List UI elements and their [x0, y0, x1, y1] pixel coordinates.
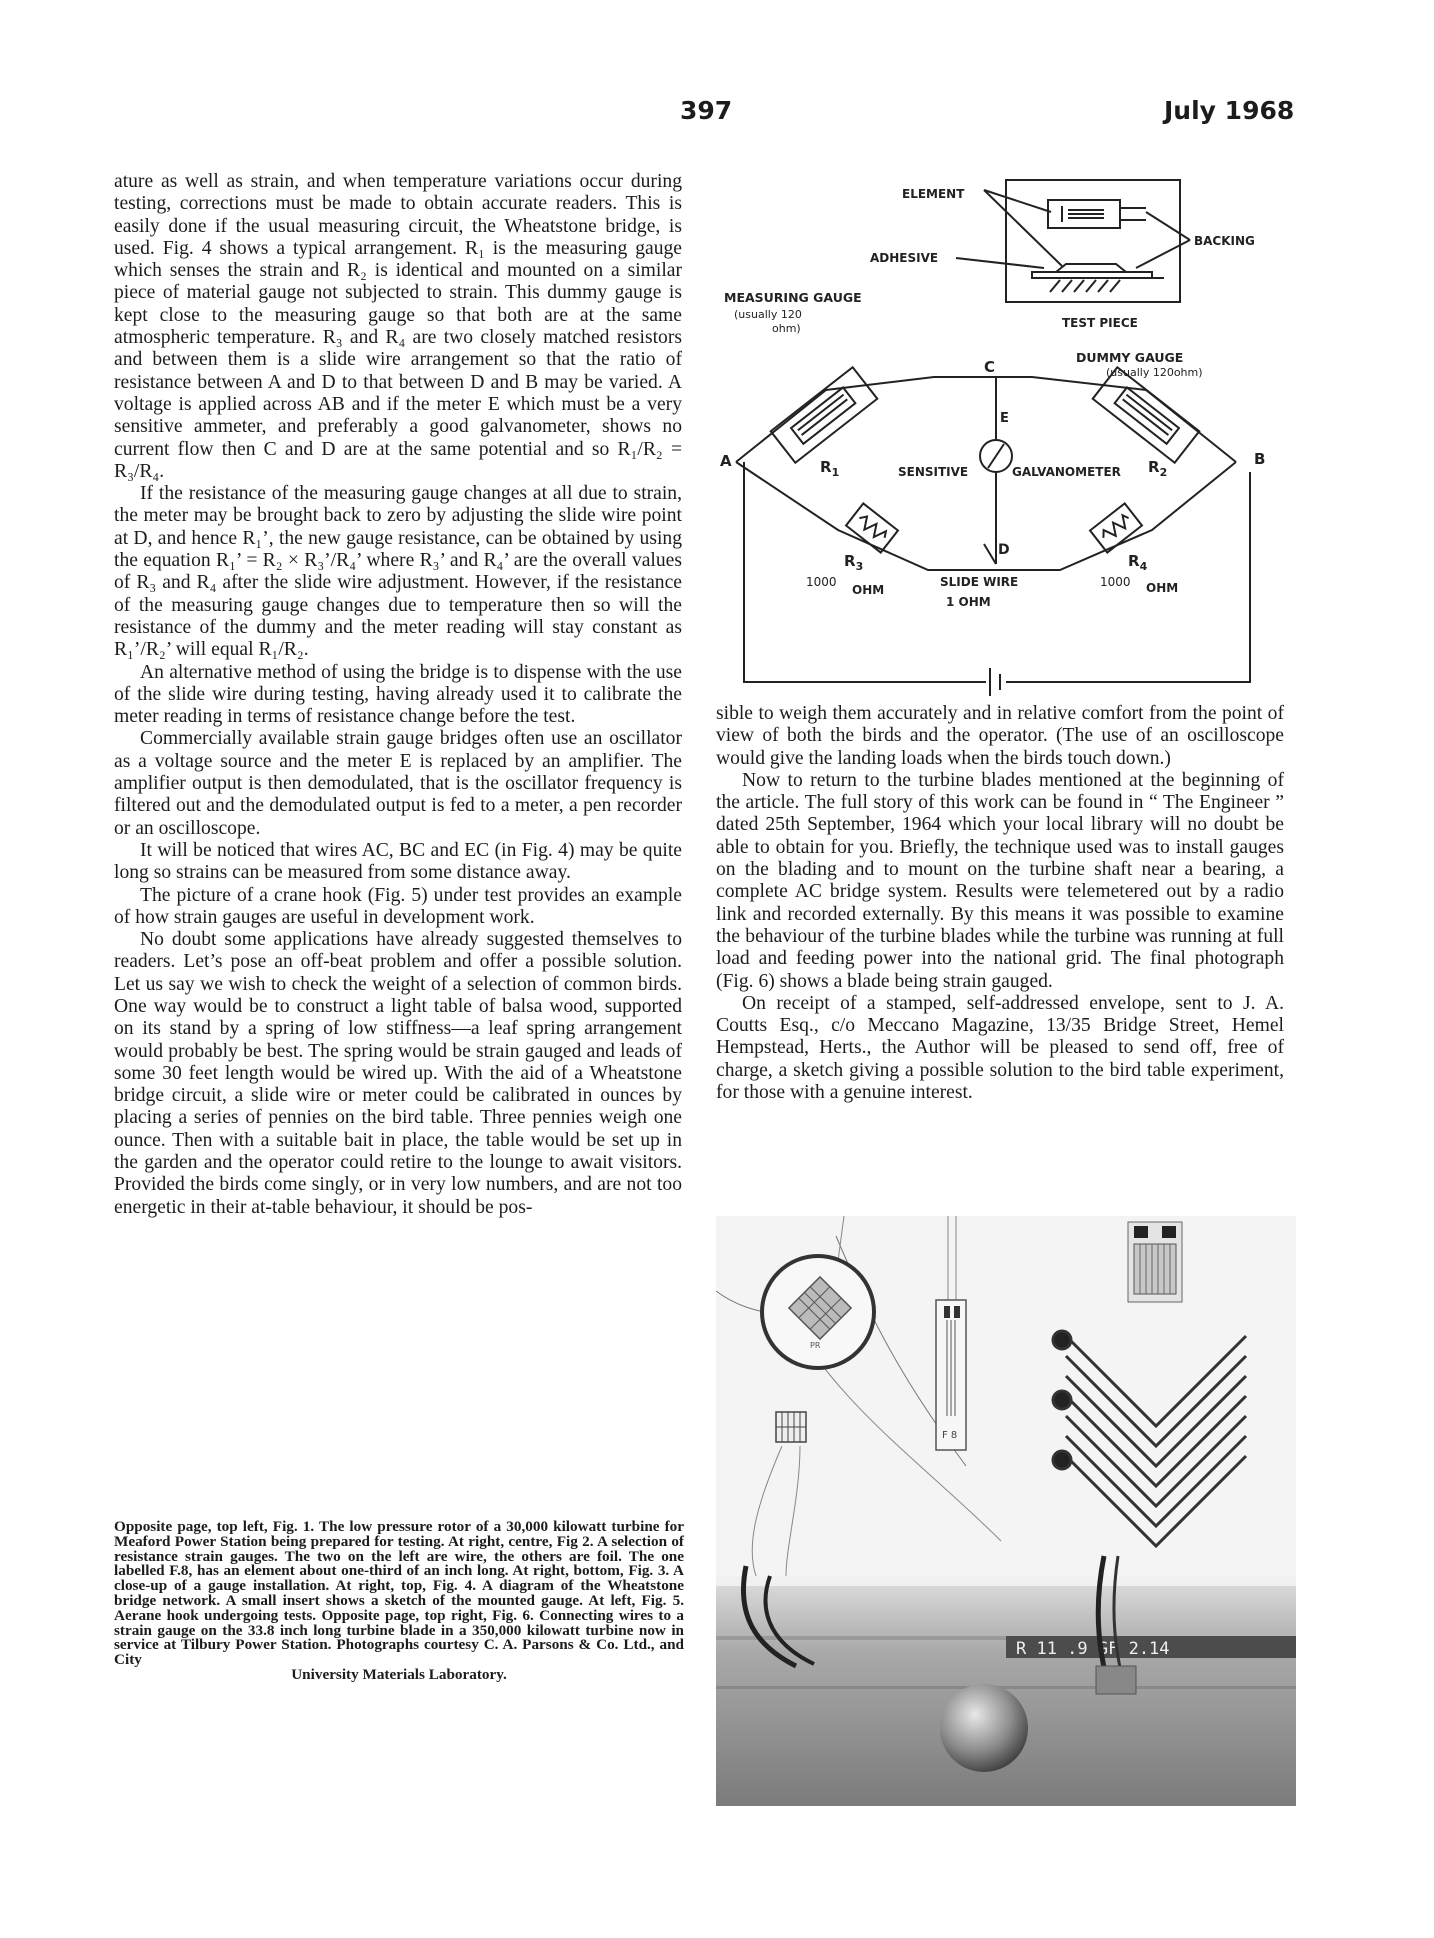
paragraph: An alternative method of using the bridge is to dispense with the use of the slide wire during testing, having already used it to calibrate the meter reading in terms of resistance change before the test.: [114, 661, 682, 728]
bridge-network: [736, 367, 1250, 696]
label-measuring-note-1: (usually 120: [734, 308, 802, 321]
issue-date: July 1968: [1164, 96, 1295, 125]
paragraph: sible to weigh them accurately and in relative comfort from the point of view of both the birds and the operator. (The use of an oscilloscope would give the landing loads when the birds touch down.): [716, 703, 1284, 769]
node-b-label: B: [1254, 450, 1266, 468]
photo-label-pr: PR: [810, 1341, 821, 1350]
paragraph: The picture of a crane hook (Fig. 5) under test provides an example of how strain gauges are useful in development work.: [114, 884, 682, 928]
r2-label: $R_2$: [1148, 458, 1168, 479]
r4-value: 1000: [1100, 575, 1131, 589]
label-dummy-gauge: DUMMY GAUGE: [1076, 350, 1184, 365]
dummy-gauge-r2: [1093, 367, 1200, 463]
r1-label: $R_1$: [820, 458, 840, 479]
label-dummy-note: (usually 120ohm): [1106, 366, 1203, 379]
label-element: ELEMENT: [902, 187, 965, 201]
small-gauge: [776, 1412, 806, 1442]
r4-label: $R_4$: [1128, 552, 1148, 573]
caption-text: Opposite page, top left, Fig. 1. The low pressure rotor of a 30,000 kilowatt turbine for Meaford Power Station being prepared for testing. At right, centre, Fig 2. A selection of resistance strain gauges. The two on the left are wire, the others are foil. The one labelled F.8, has an element about one-third of an inch long. At right, bottom, Fig. 3. A close-up of a gauge installation. At right, top, Fig. 4. A diagram of the Wheatstone bridge network. A small insert shows a sketch of the mounted gauge. At left, Fig. 5. Aerane hook undergoing tests. Opposite page, top right, Fig. 6. Connecting wires to a strain gauge on the 33.8 inch long turbine blade in a 350,000 kilowatt turbine now in service at Tilbury Power Station. Photographs courtesy C. A. Parsons & Co. Ltd., and City: [114, 1518, 684, 1669]
strain-gauge-photo: [716, 1216, 1296, 1806]
resistor-r3: [846, 503, 898, 552]
resistor-r4: [1090, 503, 1142, 552]
paragraph: It will be noticed that wires AC, BC and EC (in Fig. 4) may be quite long so strains can be measured from some distance away.: [114, 839, 682, 884]
gauge-inset: [870, 180, 1255, 330]
wire-gauge-f8: [936, 1300, 966, 1450]
r4-unit: OHM: [1146, 581, 1179, 595]
photo-label-f8: F 8: [942, 1430, 958, 1441]
label-adhesive: ADHESIVE: [870, 251, 939, 265]
label-sensitive: SENSITIVE: [898, 465, 969, 479]
r3-label: $R_3$: [844, 552, 864, 573]
measuring-gauge-r1: [771, 367, 878, 463]
label-backing: BACKING: [1194, 234, 1255, 248]
paragraph: Commercially available strain gauge bridges often use an oscillator as a voltage source and the meter E is replaced by an amplifier. The amplifier output is then demodulated, that is the oscillator frequency is filtered out and the demodulated output is fed to a meter, a pen recorder or an oscilloscope.: [114, 728, 682, 839]
caption-last-line: University Materials Laboratory.: [291, 1665, 507, 1683]
right-column: [716, 703, 1284, 1104]
label-slide-wire: SLIDE WIRE: [940, 575, 1019, 589]
label-test-piece: TEST PIECE: [1062, 316, 1138, 330]
r3-value: 1000: [806, 575, 837, 589]
paragraph: ature as well as strain, and when temperature variations occur during testing, corrections must be made to obtain accurate readers. This is easily done if the usual measuring circuit, the Wheatstone bridge, is used. Fig. 4 shows a typical arrangement. R₁ is the measuring gauge which senses the strain and R₂ is identical and mounted on a similar piece of material gauge not subjected to strain. This dummy gauge is kept close to the measuring gauge so that both are at the same atmospheric temperature. R₃ and R₄ are two closely matched resistors and between them is a slide wire arrangement so that the ratio of resistance between A and D to that between D and B may be varied. A voltage is applied across AB and if the meter E which must be a very sensitive ammeter, and preferably a good galvanometer, shows no current flow then C and D are at the same potential and so R₁/R₂ = R₃/R₄.: [114, 171, 682, 482]
page-number: 397: [680, 96, 733, 125]
wheatstone-bridge-diagram: [716, 172, 1296, 702]
paragraph: Now to return to the turbine blades mentioned at the beginning of the article. The full story of this work can be found in “ The Engineer ” dated 25th September, 1964 which your local library will no doubt be able to obtain for you. Briefly, the technique used was to install gauges on the blading and to mount on the turbine shaft near a bearing, a complete AC bridge system. Results were telemetered out by a radio link and recorded externally. By this means it was possible to examine the behaviour of the turbine blades while the turbine was running at full load and feeding power into the national grid. The final photograph (Fig. 6) shows a blade being strain gauged.: [716, 769, 1284, 992]
r3-unit: OHM: [852, 583, 885, 597]
label-measuring-gauge: MEASURING GAUGE: [724, 290, 862, 305]
label-galvanometer: GALVANOMETER: [1012, 465, 1121, 479]
label-measuring-note-2: ohm): [772, 322, 801, 335]
paragraph: On receipt of a stamped, self-addressed envelope, sent to J. A. Coutts Esq., c/o Meccano Magazine, 13/35 Bridge Street, Hemel Hempstead, Herts., the Author will be pleased to send off, free of charge, a sketch giving a possible solution to the bird table experiment, for those with a genuine interest.: [716, 992, 1284, 1104]
blade-stud: [940, 1684, 1028, 1772]
left-column: [114, 171, 682, 1219]
node-e-label: E: [1000, 411, 1009, 426]
node-d-label: D: [998, 542, 1010, 558]
rosette-gauge: [762, 1256, 874, 1368]
paragraph: No doubt some applications have already suggested themselves to readers. Let’s pose an off-beat problem and offer a possible solution. Let us say we wish to check the weight of a selection of common birds. One way would be to construct a light table of balsa wood, supported on its stand by a spring of low stiffness—a leaf spring arrangement would probably be best. The spring would be strain gauged and leads of some 30 feet length would be wired up. With the aid of a Wheatstone bridge circuit, a slide wire or meter could be calibrated in ounces by placing a series of pennies on the bird table. Three pennies weigh one ounce. Then with a suitable bait in place, the table would be set up in the garden and the operator could retire to the lounge to await visitors. Provided the birds come singly, or in very low numbers, and are not too energetic in their at-table behaviour, it should be pos-: [114, 929, 682, 1218]
node-c-label: C: [984, 358, 996, 376]
foil-gauge: [1128, 1222, 1182, 1302]
figure-caption: [114, 1520, 684, 1683]
node-a-label: A: [720, 452, 732, 470]
paragraph: If the resistance of the measuring gauge changes at all due to strain, the meter may be brought back to zero by adjusting the slide wire point at D, and hence R₁’, the new gauge resistance, can be obtained by using the equation R₁’ = R₂ × R₃’/R₄’ where R₃’ and R₄’ are the overall values of R₃ and R₄ after the slide wire adjustment. However, if the resistance of the measuring gauge changes due to temperature then so will the resistance of the dummy and the meter reading will stay constant as R₁’/R₂’ will equal R₁/R₂.: [114, 483, 682, 661]
label-slide-wire-value: 1 OHM: [946, 595, 991, 609]
photo-plate-text: R 11 .9 GF 2.14: [1016, 1639, 1170, 1659]
